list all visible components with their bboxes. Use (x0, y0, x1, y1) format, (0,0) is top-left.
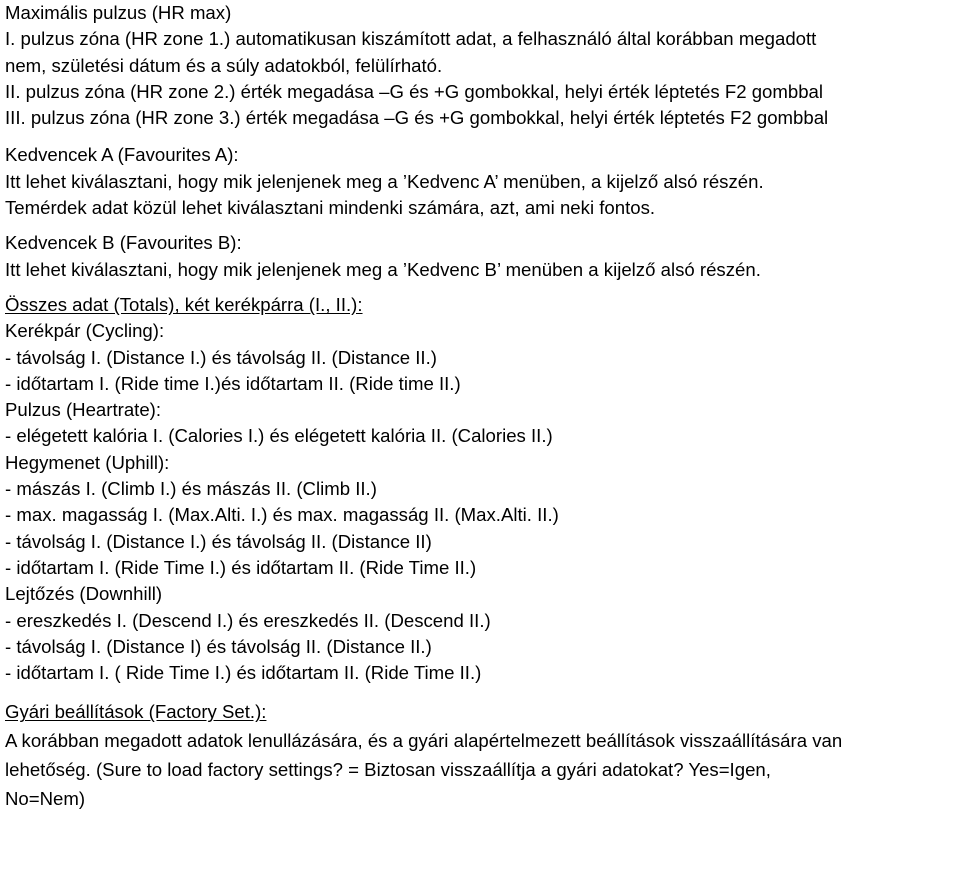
factory-section (5, 699, 957, 813)
totals-item: - időtartam I. (Ride Time I.) és időtartam II. (Ride Time II.) (5, 556, 477, 578)
hr-zone1-line1: I. pulzus zóna (HR zone 1.) automatikusan kiszámított adat, a felhasználó által korábban megadott (5, 28, 817, 50)
totals-item: - távolság I. (Distance I.) és távolság II. (Distance II) (5, 530, 432, 552)
factory-line1: A korábban megadott adatok lenullázására, és a gyári alapértelmezett beállítások visszaállítására van (5, 729, 843, 751)
totals-item: - elégetett kalória I. (Calories I.) és elégetett kalória II. (Calories II.) (5, 425, 553, 447)
totals-item: Lejtőzés (Downhill) (5, 583, 163, 605)
factory-line3: No=Nem) (5, 788, 86, 810)
totals-item: Pulzus (Heartrate): (5, 399, 162, 421)
hr-zone3: III. pulzus zóna (HR zone 3.) érték megadása –G és +G gombokkal, helyi érték léptetés F2 gombbal (5, 107, 829, 129)
totals-item: Kerékpár (Cycling): (5, 320, 165, 342)
totals-item: - távolság I. (Distance I.) és távolság II. (Distance II.) (5, 346, 437, 368)
totals-item: - max. magasság I. (Max.Alti. I.) és max. magasság II. (Max.Alti. II.) (5, 504, 559, 526)
totals-item: - időtartam I. ( Ride Time I.) és időtartam II. (Ride Time II.) (5, 662, 482, 684)
hr-zone1-line2: nem, születési dátum és a súly adatokból, felülírható. (5, 54, 443, 76)
favourites-a-section (5, 142, 957, 221)
totals-title: Összes adat (Totals), két kerékpárra (I., II.): (5, 293, 363, 315)
totals-list (5, 318, 957, 686)
totals-item: - távolság I. (Distance I) és távolság II. (Distance II.) (5, 635, 432, 657)
totals-section (5, 292, 957, 686)
hr-zone2: II. pulzus zóna (HR zone 2.) érték megadása –G és +G gombokkal, helyi érték léptetés F2 gombbal (5, 80, 824, 102)
hr-title: Maximális pulzus (HR max) (5, 2, 232, 23)
factory-line2: lehetőség. (Sure to load factory settings? = Biztosan visszaállítja a gyári adatokat? Yes=Igen, (5, 758, 771, 780)
document-page (5, 0, 957, 813)
favourites-a-line2: Temérdek adat közül lehet kiválasztani mindenki számára, azt, ami neki fontos. (5, 197, 656, 219)
favourites-a-line1: Itt lehet kiválasztani, hogy mik jelenjenek meg a ’Kedvenc A’ menüben, a kijelző alsó részén. (5, 170, 764, 192)
totals-item: - időtartam I. (Ride time I.)és időtartam II. (Ride time II.) (5, 372, 461, 394)
favourites-a-title: Kedvencek A (Favourites A): (5, 144, 239, 166)
favourites-b-title: Kedvencek B (Favourites B): (5, 232, 242, 254)
favourites-b-line1: Itt lehet kiválasztani, hogy mik jelenjenek meg a ’Kedvenc B’ menüben a kijelző alsó részén. (5, 258, 761, 280)
totals-item: - ereszkedés I. (Descend I.) és ereszkedés II. (Descend II.) (5, 609, 491, 631)
factory-title: Gyári beállítások (Factory Set.): (5, 701, 267, 723)
favourites-b-section (5, 230, 957, 283)
hr-section (5, 0, 957, 131)
totals-item: - mászás I. (Climb I.) és mászás II. (Climb II.) (5, 478, 377, 500)
totals-item: Hegymenet (Uphill): (5, 451, 170, 473)
